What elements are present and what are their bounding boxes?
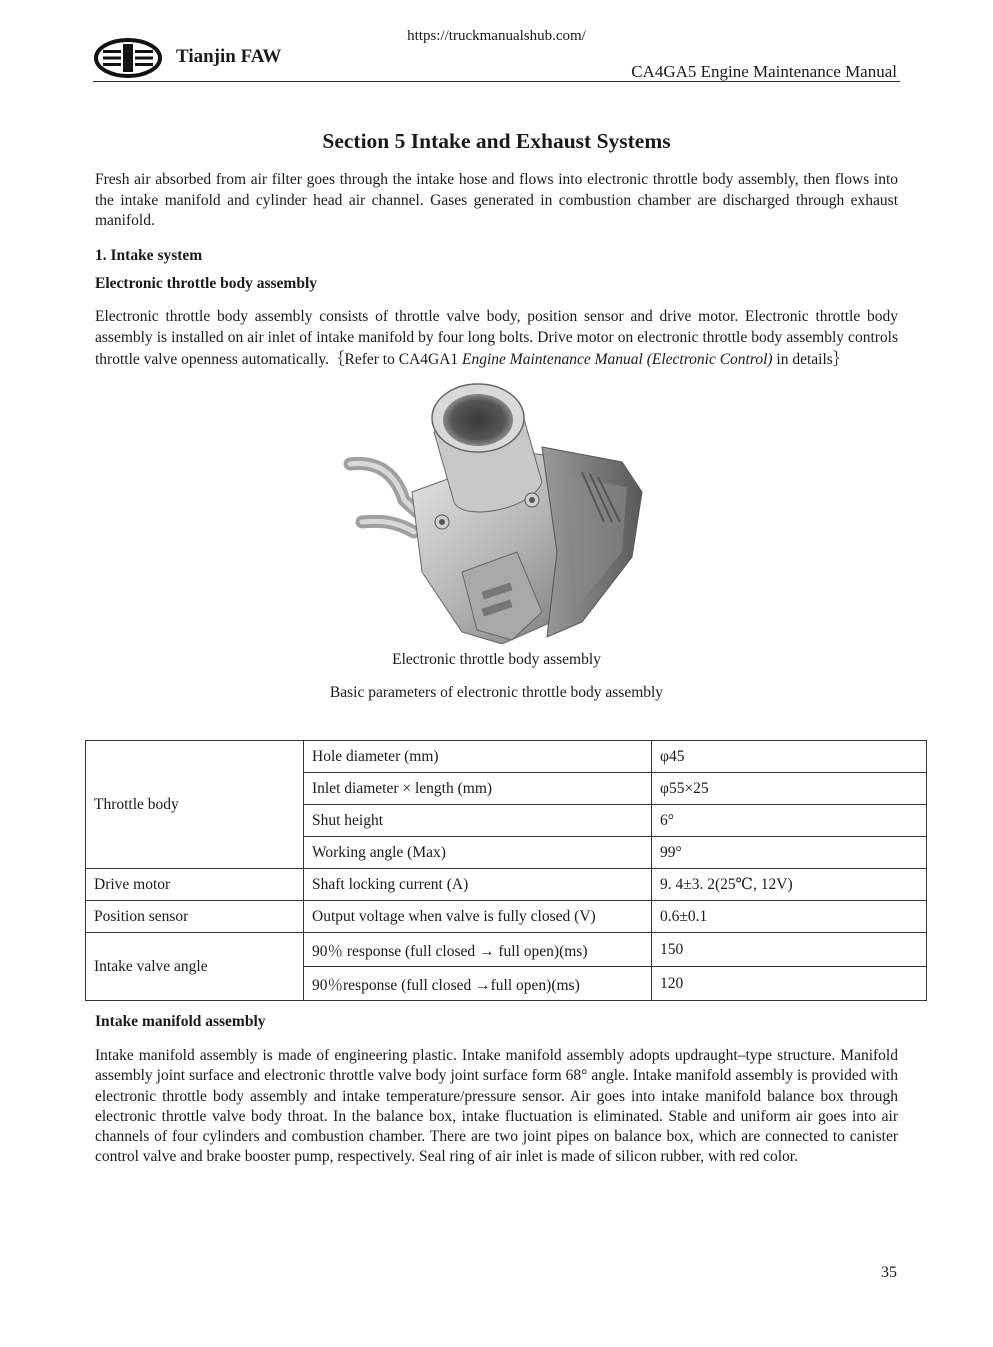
reference-manual-title: Engine Maintenance Manual (Electronic Control) bbox=[462, 350, 773, 368]
value-cell: 0.6±0.1 bbox=[652, 901, 927, 933]
param-cell: Output voltage when valve is fully closed (V) bbox=[304, 901, 652, 933]
param-cell: Hole diameter (mm) bbox=[304, 741, 652, 773]
header-divider bbox=[93, 81, 900, 82]
drive-motor-label: Drive motor bbox=[86, 869, 304, 901]
position-sensor-label: Position sensor bbox=[86, 901, 304, 933]
param-cell: 90％response (full closed →full open)(ms) bbox=[304, 967, 652, 1001]
manifold-heading: Intake manifold assembly bbox=[95, 1013, 266, 1030]
value-cell: φ45 bbox=[652, 741, 927, 773]
intake-valve-angle-label: Intake valve angle bbox=[86, 933, 304, 1001]
intake-system-heading: 1. Intake system bbox=[95, 246, 203, 264]
intro-paragraph: Fresh air absorbed from air filter goes through the intake hose and flows into electronic throttle body assembly, then flows into the intake manifold and cylinder head air channel. Gases generated in combustion chamber are discharged through exhaust manifold. bbox=[95, 171, 898, 229]
table-row bbox=[86, 901, 927, 933]
param-cell: Shaft locking current (A) bbox=[304, 869, 652, 901]
param-cell: Working angle (Max) bbox=[304, 837, 652, 869]
param-cell: Shut height bbox=[304, 805, 652, 837]
value-cell: 6° bbox=[652, 805, 927, 837]
manifold-paragraph: Intake manifold assembly is made of engineering plastic. Intake manifold assembly adopts updraught–type structure. Manifold assembly joint surface and electronic throttle valve body joint surface form 68° angle. Intake manifold assembly is provided with electronic throttle body assembly and intake temperature/pressure sensor. Air goes into intake manifold balance box through electronic throttle valve body throat. In the balance box, intake fluctuation is eliminated. Stable and uniform air goes into air channels of four cylinders and combustion chamber. There are two joint pipes on balance box, which are connected to canister control valve and brake booster pump, respectively. Seal ring of air inlet is made of silicon rubber, with red color. bbox=[95, 1047, 898, 1166]
manifold-section bbox=[95, 1012, 898, 1167]
main-content bbox=[95, 126, 898, 703]
faw-logo-icon bbox=[93, 37, 163, 79]
param-cell: 90％ response (full closed → full open)(ms) bbox=[304, 933, 652, 967]
company-name: Tianjin FAW bbox=[176, 46, 282, 67]
table-title: Basic parameters of electronic throttle body assembly bbox=[329, 683, 664, 701]
throttle-body-paragraph bbox=[95, 306, 898, 371]
throttle-body-illustration bbox=[342, 382, 652, 644]
throttle-body-label: Throttle body bbox=[86, 741, 304, 869]
header-url: https://truckmanualshub.com/ bbox=[407, 28, 586, 44]
param-cell: Inlet diameter × length (mm) bbox=[304, 773, 652, 805]
manual-title: CA4GA5 Engine Maintenance Manual bbox=[631, 62, 897, 81]
figure-caption: Electronic throttle body assembly bbox=[392, 651, 601, 668]
table-row bbox=[86, 933, 927, 967]
table-row bbox=[86, 741, 927, 773]
table-row bbox=[86, 869, 927, 901]
throttle-body-figure bbox=[95, 382, 898, 644]
value-cell: 150 bbox=[652, 933, 927, 967]
value-cell: 9. 4±3. 2(25℃, 12V) bbox=[652, 869, 927, 901]
value-cell: 120 bbox=[652, 967, 927, 1001]
value-cell: 99° bbox=[652, 837, 927, 869]
throttle-parameters-table bbox=[85, 740, 927, 1001]
section-title: Section 5 Intake and Exhaust Systems bbox=[322, 129, 671, 153]
value-cell: φ55×25 bbox=[652, 773, 927, 805]
page-number: 35 bbox=[881, 1264, 897, 1281]
throttle-body-heading: Electronic throttle body assembly bbox=[95, 275, 318, 292]
throttle-para-text: Electronic throttle body assembly consists of throttle valve body, position sensor and drive motor. Electronic throttle body assembly is installed on air inlet of intake manifold by four long bolts. Drive motor on electronic throttle body assembly controls throttle valve openness automatically.｛Refer to CA4GA1 bbox=[95, 307, 898, 368]
throttle-para-tail: in details｝ bbox=[772, 350, 849, 368]
